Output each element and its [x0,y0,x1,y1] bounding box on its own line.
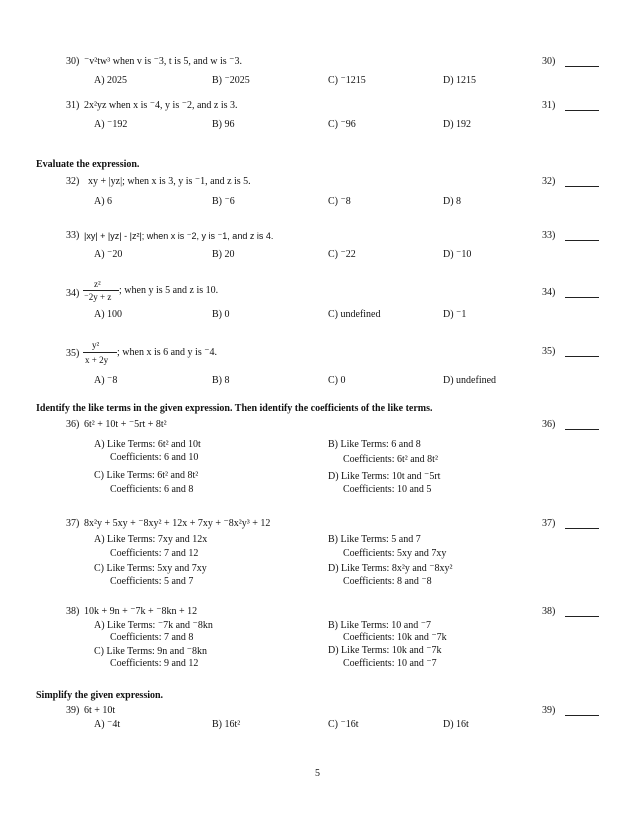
q38-answer-blank[interactable] [565,616,599,617]
q31-choice-a[interactable]: A) ⁻192 [94,119,128,130]
q32-choice-c[interactable]: C) ⁻8 [328,196,351,207]
q36-choice-a-coef: Coefficients: 6 and 10 [110,452,199,463]
q35-fraction-bar [83,352,117,353]
q34-choice-c[interactable]: C) undefined [328,309,381,320]
q31-choice-c[interactable]: C) ⁻96 [328,119,356,130]
q33-choice-b[interactable]: B) 20 [212,249,235,260]
q38-choice-d-terms[interactable]: D) Like Terms: 10k and ⁻7k [328,645,442,656]
q35-answer-blank[interactable] [565,356,599,357]
q32-choice-a[interactable]: A) 6 [94,196,113,207]
q33-choice-c[interactable]: C) ⁻22 [328,249,356,260]
q36-choice-c-terms[interactable]: C) Like Terms: 6t² and 8t² [94,470,199,481]
q36-stem: 6t² + 10t + ⁻5rt + 8t² [84,419,167,430]
q39-answer-blank[interactable] [565,715,599,716]
q38-stem: 10k + 9n + ⁻7k + ⁻8kn + 12 [84,606,198,617]
q37-choice-d-terms[interactable]: D) Like Terms: 8x²y and ⁻8xy² [328,563,453,574]
q34-fraction-bar [83,290,119,291]
q30-choice-d[interactable]: D) 1215 [443,75,477,86]
q35-choice-a[interactable]: A) ⁻8 [94,375,118,386]
q33-choice-a[interactable]: A) ⁻20 [94,249,123,260]
q30-number: 30) [66,56,80,67]
q31-number: 31) [66,100,80,111]
q39-answer-label: 39) [542,705,556,716]
q37-answer-label: 37) [542,518,556,529]
page-number: 5 [315,768,320,779]
q32-choice-d[interactable]: D) 8 [443,196,462,207]
q37-choice-d-coef: Coefficients: 8 and ⁻8 [343,576,432,587]
section-simplify-heading: Simplify the given expression. [36,690,164,701]
q35-choice-d[interactable]: D) undefined [443,375,497,386]
q30-stem: ⁻v²tw³ when v is ⁻3, t is 5, and w is ⁻3. [84,56,242,67]
q38-choice-b-coef: Coefficients: 10k and ⁻7k [343,632,447,643]
q37-choice-b-coef: Coefficients: 5xy and 7xy [343,548,447,559]
q34-numerator: z² [94,279,101,289]
q39-choice-b[interactable]: B) 16t² [212,719,241,730]
q36-choice-b-terms[interactable]: B) Like Terms: 6 and 8 [328,439,421,450]
q38-choice-d-coef: Coefficients: 10 and ⁻7 [343,658,437,669]
q37-number: 37) [66,518,80,529]
q32-stem: xy + |yz|; when x is 3, y is ⁻1, and z is 5. [88,176,251,187]
q34-choice-a[interactable]: A) 100 [94,309,123,320]
q34-choice-b[interactable]: B) 0 [212,309,230,320]
q36-choice-d-coef: Coefficients: 10 and 5 [343,484,432,495]
q35-numerator: y² [92,340,100,350]
q38-choice-b-terms[interactable]: B) Like Terms: 10 and ⁻7 [328,620,431,631]
q37-answer-blank[interactable] [565,528,599,529]
q32-choice-b[interactable]: B) ⁻6 [212,196,235,207]
q38-choice-c-coef: Coefficients: 9 and 12 [110,658,199,669]
q37-choice-c-coef: Coefficients: 5 and 7 [110,576,194,587]
q36-choice-d-terms[interactable]: D) Like Terms: 10t and ⁻5rt [328,471,441,482]
q38-number: 38) [66,606,80,617]
q38-answer-label: 38) [542,606,556,617]
q39-choice-a[interactable]: A) ⁻4t [94,719,121,730]
q38-choice-c-terms[interactable]: C) Like Terms: 9n and ⁻8kn [94,646,207,657]
q31-choice-b[interactable]: B) 96 [212,119,235,130]
q39-number: 39) [66,705,80,716]
q31-answer-blank[interactable] [565,110,599,111]
q36-choice-b-coef: Coefficients: 6t² and 8t² [343,454,438,465]
q35-denominator: x + 2y [85,355,109,365]
q33-answer-blank[interactable] [565,240,599,241]
q37-choice-a-coef: Coefficients: 7 and 12 [110,548,199,559]
q31-stem: 2x²yz when x is ⁻4, y is ⁻2, and z is 3. [84,100,238,111]
q34-answer-blank[interactable] [565,297,599,298]
q33-answer-label: 33) [542,230,556,241]
q34-answer-label: 34) [542,287,556,298]
q36-answer-label: 36) [542,419,556,430]
q31-choice-d[interactable]: D) 192 [443,119,472,130]
q34-number: 34) [66,288,80,299]
q34-choice-d[interactable]: D) ⁻1 [443,309,467,320]
q34-denominator: ⁻2y + z [84,292,112,302]
q30-choice-a[interactable]: A) 2025 [94,75,128,86]
q37-choice-a-terms[interactable]: A) Like Terms: 7xy and 12x [94,534,208,545]
q34-stem: ; when y is 5 and z is 10. [119,285,219,296]
q30-answer-label: 30) [542,56,556,67]
q32-answer-blank[interactable] [565,186,599,187]
q31-answer-label: 31) [542,100,556,111]
q39-choice-c[interactable]: C) ⁻16t [328,719,359,730]
q32-number: 32) [66,176,80,187]
q36-choice-a-terms[interactable]: A) Like Terms: 6t² and 10t [94,439,201,450]
q35-number: 35) [66,348,80,359]
q38-choice-a-terms[interactable]: A) Like Terms: ⁻7k and ⁻8kn [94,620,213,631]
section-evaluate-heading: Evaluate the expression. [36,159,140,170]
q35-answer-label: 35) [542,346,556,357]
q39-choice-d[interactable]: D) 16t [443,719,469,730]
q36-choice-c-coef: Coefficients: 6 and 8 [110,484,194,495]
q37-stem: 8x²y + 5xy + ⁻8xy² + 12x + 7xy + ⁻8x²y³ + 12 [84,518,271,529]
q33-choice-d[interactable]: D) ⁻10 [443,249,472,260]
q37-choice-c-terms[interactable]: C) Like Terms: 5xy and 7xy [94,563,207,574]
q33-stem: |xy| + |yz| - |z²|; when x is ⁻2, y is ⁻1, and z is 4. [84,231,274,241]
q39-stem: 6t + 10t [84,705,116,716]
q37-choice-b-terms[interactable]: B) Like Terms: 5 and 7 [328,534,421,545]
q30-choice-c[interactable]: C) ⁻1215 [328,75,366,86]
q35-choice-b[interactable]: B) 8 [212,375,230,386]
section-like-terms-heading: Identify the like terms in the given expression. Then identify the coefficients of the like terms. [36,403,433,414]
q36-number: 36) [66,419,80,430]
q30-answer-blank[interactable] [565,66,599,67]
q38-choice-a-coef: Coefficients: 7 and 8 [110,632,194,643]
q30-choice-b[interactable]: B) ⁻2025 [212,75,250,86]
q36-answer-blank[interactable] [565,429,599,430]
q32-answer-label: 32) [542,176,556,187]
q35-stem: ; when x is 6 and y is ⁻4. [117,347,217,358]
q33-number: 33) [66,230,80,241]
q35-choice-c[interactable]: C) 0 [328,375,346,386]
